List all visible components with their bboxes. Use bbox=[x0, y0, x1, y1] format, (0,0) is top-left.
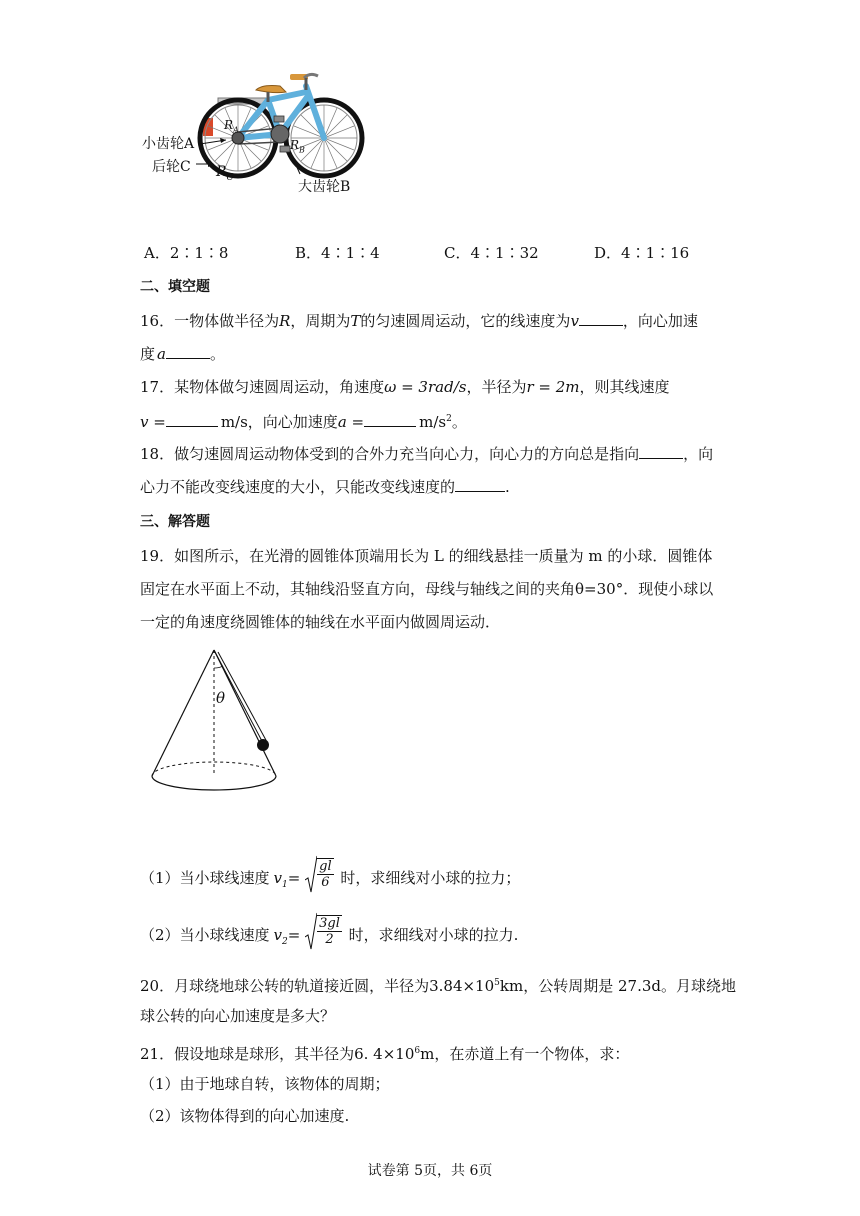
q19-line-3: 一定的角速度绕圆锥体的轴线在水平面内做圆周运动． bbox=[140, 613, 501, 631]
label-rc: $R_C$ bbox=[216, 164, 234, 183]
label-rb: $R_B$ bbox=[290, 138, 305, 155]
sqrt-fraction-2: $\frac{3gl}{2}$ bbox=[319, 916, 340, 947]
q19-sub-1: （1）当小球线速度 $v_1=$ $\frac{gl}{6}$ 时，求细线对小球的拉力； bbox=[140, 864, 520, 895]
q18-line-2: 心力不能改变线速度的大小，只能改变线速度的 . bbox=[140, 478, 510, 496]
q18-line-1: 18．做匀速圆周运动物体受到的合外力充当向心力，向心力的方向总是指向 ，向 bbox=[140, 445, 714, 463]
q17-line-1: 17．某物体做匀速圆周运动，角速度ω = 3rad/s，半径为r = 2m，则其线速度 bbox=[140, 378, 670, 396]
q17-line-2: v = m/s，向心加速度$a = m/s^2$。 bbox=[140, 413, 467, 431]
cone-figure bbox=[146, 646, 286, 806]
page-footer: 试卷第 5页，共 6页 bbox=[367, 1163, 493, 1179]
option-d: D．4∶1∶16 bbox=[594, 244, 690, 262]
q18-blank-1 bbox=[639, 444, 683, 459]
section-2-title: 二、填空题 bbox=[140, 279, 210, 295]
q21-line-1: 21．假设地球是球形，其半径为6. $4\times 10^6m$，在赤道上有一个物体，求： bbox=[140, 1045, 630, 1063]
sqrt-symbol bbox=[305, 854, 317, 894]
sqrt-fraction-1: $\frac{gl}{6}$ bbox=[319, 859, 332, 890]
q16-line-2: 度 a 。 bbox=[140, 345, 225, 363]
option-b: B．4∶1∶4 bbox=[295, 244, 380, 262]
label-rear-wheel: 后轮C bbox=[152, 159, 191, 175]
q19-line-2: 固定在水平面上不动，其轴线沿竖直方向，母线与轴线之间的夹角θ=30°．现使小球以 bbox=[140, 580, 714, 598]
q16-blank-1 bbox=[579, 311, 623, 326]
label-ra: $R_A$ bbox=[224, 118, 239, 135]
q20-line-2: 球公转的向心加速度是多大？ bbox=[140, 1007, 336, 1025]
q19-sub-2: （2）当小球线速度 $v_2=$ $\frac{3gl}{2}$ 时，求细线对小球的拉力. bbox=[140, 921, 518, 952]
option-c: C．4∶1∶32 bbox=[444, 244, 539, 262]
q21-sub-1: （1）由于地球自转，该物体的周期； bbox=[140, 1075, 390, 1093]
option-a: A．2∶1∶8 bbox=[144, 244, 229, 262]
label-small-gear: 小齿轮A bbox=[142, 136, 195, 152]
theta-label: θ bbox=[216, 689, 226, 707]
q19-line-1: 19．如图所示，在光滑的圆锥体顶端用长为 L 的细线悬挂一质量为 m 的小球．圆锥体 bbox=[140, 547, 713, 565]
q17-blank-2 bbox=[364, 412, 416, 427]
q17-blank-1 bbox=[166, 412, 218, 427]
q18-blank-2 bbox=[455, 477, 505, 492]
label-large-gear: 大齿轮B bbox=[298, 179, 351, 195]
q16-line-1: 16．一物体做半径为R，周期为T的匀速圆周运动，它的线速度为v ，向心加速 bbox=[140, 312, 698, 330]
sqrt-symbol bbox=[305, 911, 317, 951]
q16-blank-2 bbox=[166, 344, 210, 359]
section-3-title: 三、解答题 bbox=[140, 514, 210, 530]
q20-line-1: 20．月球绕地球公转的轨道接近圆，半径为$3.84\times 10^5km$，公转周期是 27.3d。月球绕地 bbox=[140, 977, 736, 995]
q21-sub-2: （2）该物体得到的向心加速度. bbox=[140, 1107, 350, 1125]
